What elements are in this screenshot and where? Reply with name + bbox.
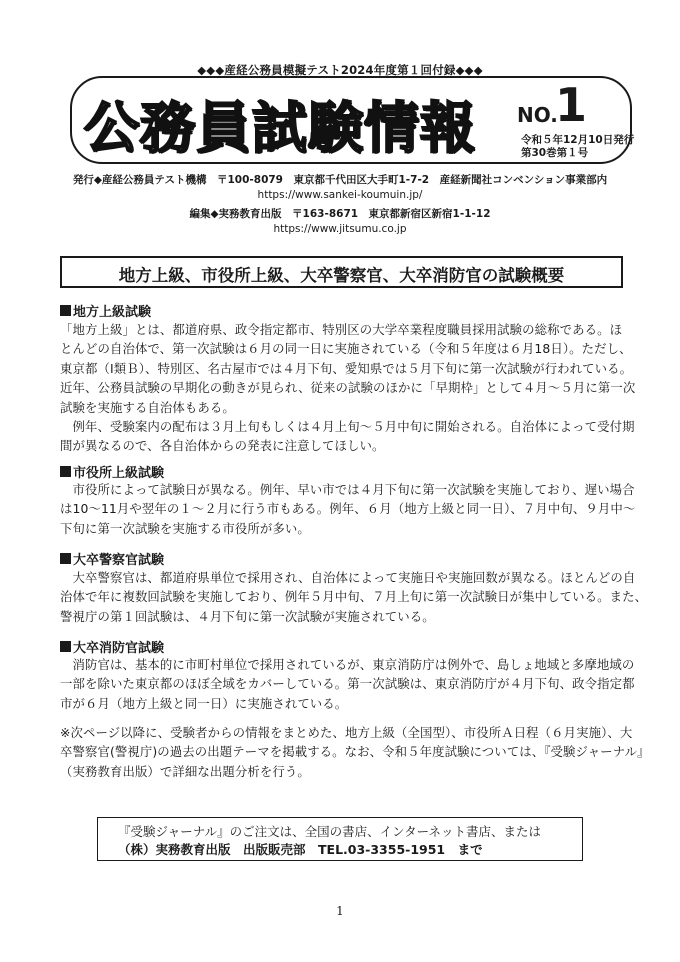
section-heading-text: 地方上級試験 — [73, 305, 152, 320]
masthead-title: 公務員試験情報 — [84, 96, 477, 160]
page-number: 1 — [336, 904, 344, 918]
square-bullet-icon — [60, 553, 71, 564]
note-paragraph — [60, 723, 650, 781]
section-body-shobo — [60, 655, 635, 713]
text-line: 治体で年に複数回試験を実施しており、例年５月中旬、７月上旬に第一次試験日が集中している。また、 — [60, 589, 648, 605]
issue-number: 1 — [555, 78, 588, 132]
order-contact-line: （株）実務教育出版 出版販売部 TEL.03-3355-1951 まで — [118, 842, 483, 857]
text-line: 「地方上級」とは、都道府県、政令指定都市、特別区の大学卒業程度職員採用試験の総称である。ほ — [60, 322, 623, 337]
text-line: とんどの自治体で、第一次試験は６月の同一日に実施されている（令和５年度は６月18日）。ただし、 — [60, 341, 632, 357]
text-line: は10～11月や翌年の１～２月に行う市もある。例年、６月（地方上級と同一日）、７月中旬、９月中～ — [60, 501, 636, 517]
text-line: 一部を除いた東京都のほぼ全域をカバーしている。第一次試験は、東京消防庁が４月下旬、政令指定都 — [60, 676, 635, 692]
section-heading-chihou — [60, 301, 151, 320]
issue-number-label: NO. — [517, 103, 558, 127]
section-heading-text: 市役所上級試験 — [73, 466, 165, 481]
section-heading-shobo — [60, 637, 164, 656]
text-line: 市役所によって試験日が異なる。例年、早い市では４月下旬に第一次試験を実施しており、遅い場合 — [60, 482, 635, 497]
text-line: 警視庁の第１回試験は、４月下旬に第一次試験が実施されている。 — [60, 608, 435, 624]
text-line: 消防官は、基本的に市町村単位で採用されているが、東京消防庁は例外で、島しょ地域と多摩地域の — [60, 657, 635, 672]
text-line: 間が異なるので、各自治体からの発表に注意してほしい。 — [60, 438, 385, 454]
text-line: 例年、受験案内の配布は３月上旬もしくは４月上旬～５月中旬に開始される。自治体によって受付期 — [60, 418, 635, 434]
supplement-banner: ◆◆◆産経公務員模擬テスト2024年度第１回付録◆◆◆ — [197, 63, 483, 77]
text-line: 卒警察官(警視庁)の過去の出題テーマを掲載する。なお、令和５年度試験については、『受験ジャーナル』 — [60, 744, 650, 760]
headline: 地方上級、市役所上級、大卒警察官、大卒消防官の試験概要 — [118, 266, 565, 285]
square-bullet-icon — [60, 305, 71, 316]
text-line: 下旬に第一次試験を実施する市役所が多い。 — [60, 520, 310, 536]
issue-volume: 第30巻第１号 — [521, 147, 589, 159]
section-heading-text: 大卒消防官試験 — [73, 641, 165, 656]
section-heading-keisatsu — [60, 549, 164, 568]
editor-url[interactable]: https://www.jitsumu.co.jp — [273, 223, 407, 235]
editor-line: 編集◆実務教育出版 〒163-8671 東京都新宿区新宿1-1-12 — [189, 208, 491, 220]
square-bullet-icon — [60, 466, 71, 477]
text-line: 試験を実施する自治体もある。 — [60, 399, 235, 415]
square-bullet-icon — [60, 641, 71, 652]
section-body-shiyakusho — [60, 480, 635, 538]
section-body-keisatsu — [60, 568, 647, 626]
section-heading-text: 大卒警察官試験 — [73, 553, 165, 568]
issue-date: 令和５年12月10日発行 — [521, 134, 635, 146]
section-heading-shiyakusho — [60, 462, 164, 481]
text-line: 東京都（Ⅰ類Ｂ）、特別区、名古屋市では４月下旬、愛知県では５月下旬に第一次試験が行われている。 — [60, 360, 633, 376]
text-line: （実務教育出版）で詳細な出題分析を行う。 — [60, 763, 310, 779]
section-body-chihou — [60, 320, 635, 456]
text-line: 近年、公務員試験の早期化の動きが見られ、従来の試験のほかに「早期枠」として４月～５月に第一次 — [60, 380, 636, 396]
order-info-line: 『受験ジャーナル』のご注文は、全国の書店、インターネット書店、または — [118, 824, 542, 839]
text-line: 市が６月（地方上級と同一日）に実施されている。 — [60, 695, 348, 711]
publisher-url[interactable]: https://www.sankei-koumuin.jp/ — [257, 189, 423, 201]
publisher-line: 発行◆産経公務員テスト機構 〒100-8079 東京都千代田区大手町1-7-2 産経新聞社コンベンション事業部内 — [72, 174, 608, 186]
text-line: 大卒警察官は、都道府県単位で採用され、自治体によって実施日や実施回数が異なる。ほとんどの自 — [60, 570, 636, 585]
text-line: ※次ページ以降に、受験者からの情報をまとめた、地方上級（全国型）、市役所Ａ日程（６月実施）、大 — [60, 725, 633, 740]
